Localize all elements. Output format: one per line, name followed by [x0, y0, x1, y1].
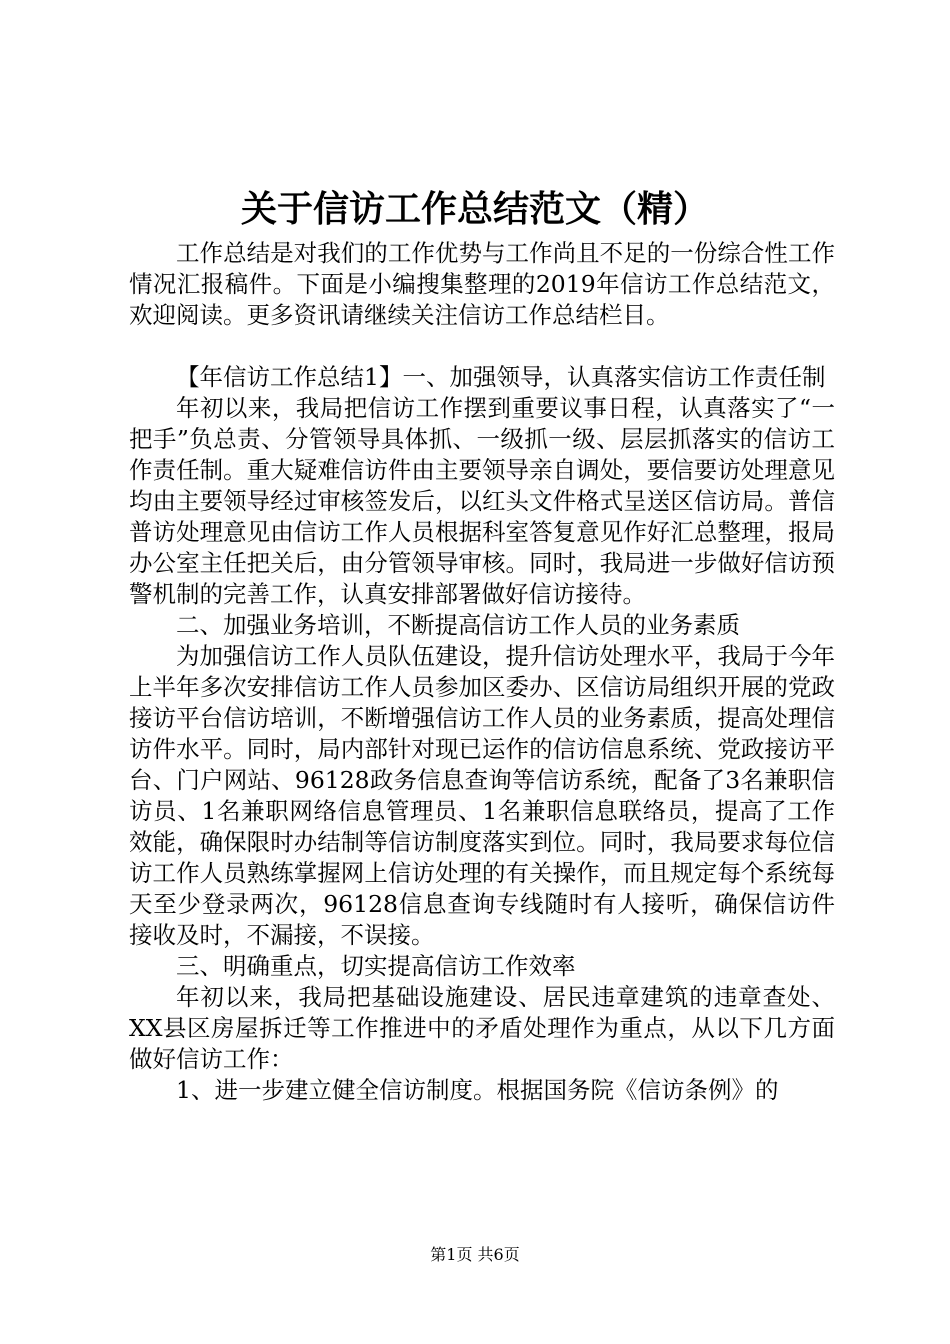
document-title: 关于信访工作总结范文（精）: [240, 189, 709, 230]
body-paragraph: 为加强信访工作人员队伍建设，提升信访处理水平，我局于今年上半年多次安排信访工作人员参加区委办、区信访局组织开展的党政接访平台信访培训，不断增强信访工作人员的业务素质，提高处理信访件水平。同时，局内部针对现已运作的信访信息系统、党政接访平台、门户网站、96128政务信息查询等信访系统，配备了3名兼职信访员、1名兼职网络信息管理员、1名兼职信息联络员，提高了工作效能，确保限时办结制等信访制度落实到位。同时，我局要求每位信访工作人员熟练掌握网上信访处理的有关操作，而且规定每个系统每天至少登录两次，96128信息查询专线随时有人接听，确保信访件接收及时，不漏接，不误接。: [129, 642, 835, 949]
body-paragraph: 年初以来，我局把基础设施建设、居民违章建筑的违章查处、XX县区房屋拆迁等工作推进中的矛盾处理作为重点，从以下几方面做好信访工作：: [129, 983, 835, 1073]
section-heading-2: 二、加强业务培训，不断提高信访工作人员的业务素质: [176, 611, 740, 639]
section-heading-1: 【年信访工作总结1】一、加强领导，认真落实信访工作责任制: [176, 363, 826, 391]
section-heading-3: 三、明确重点，切实提高信访工作效率: [176, 952, 576, 980]
body-paragraph: 1、进一步建立健全信访制度。根据国务院《信访条例》的: [176, 1076, 779, 1104]
intro-paragraph: 工作总结是对我们的工作优势与工作尚且不足的一份综合性工作情况汇报稿件。下面是小编搜集整理的2019年信访工作总结范文，欢迎阅读。更多资讯请继续关注信访工作总结栏目。: [129, 239, 835, 329]
body-paragraph: 年初以来，我局把信访工作摆到重要议事日程，认真落实了“一把手”负总责、分管领导具体抓、一级抓一级、层层抓落实的信访工作责任制。重大疑难信访件由主要领导亲自调处，要信要访处理意见均由主要领导经过审核签发后，以红头文件格式呈送区信访局。普信普访处理意见由信访工作人员根据科室答复意见作好汇总整理，报局办公室主任把关后，由分管领导审核。同时，我局进一步做好信访预警机制的完善工作，认真安排部署做好信访接待。: [129, 394, 835, 608]
document-body: [129, 238, 835, 1106]
page-footer: 第1页 共6页: [430, 1245, 520, 1264]
